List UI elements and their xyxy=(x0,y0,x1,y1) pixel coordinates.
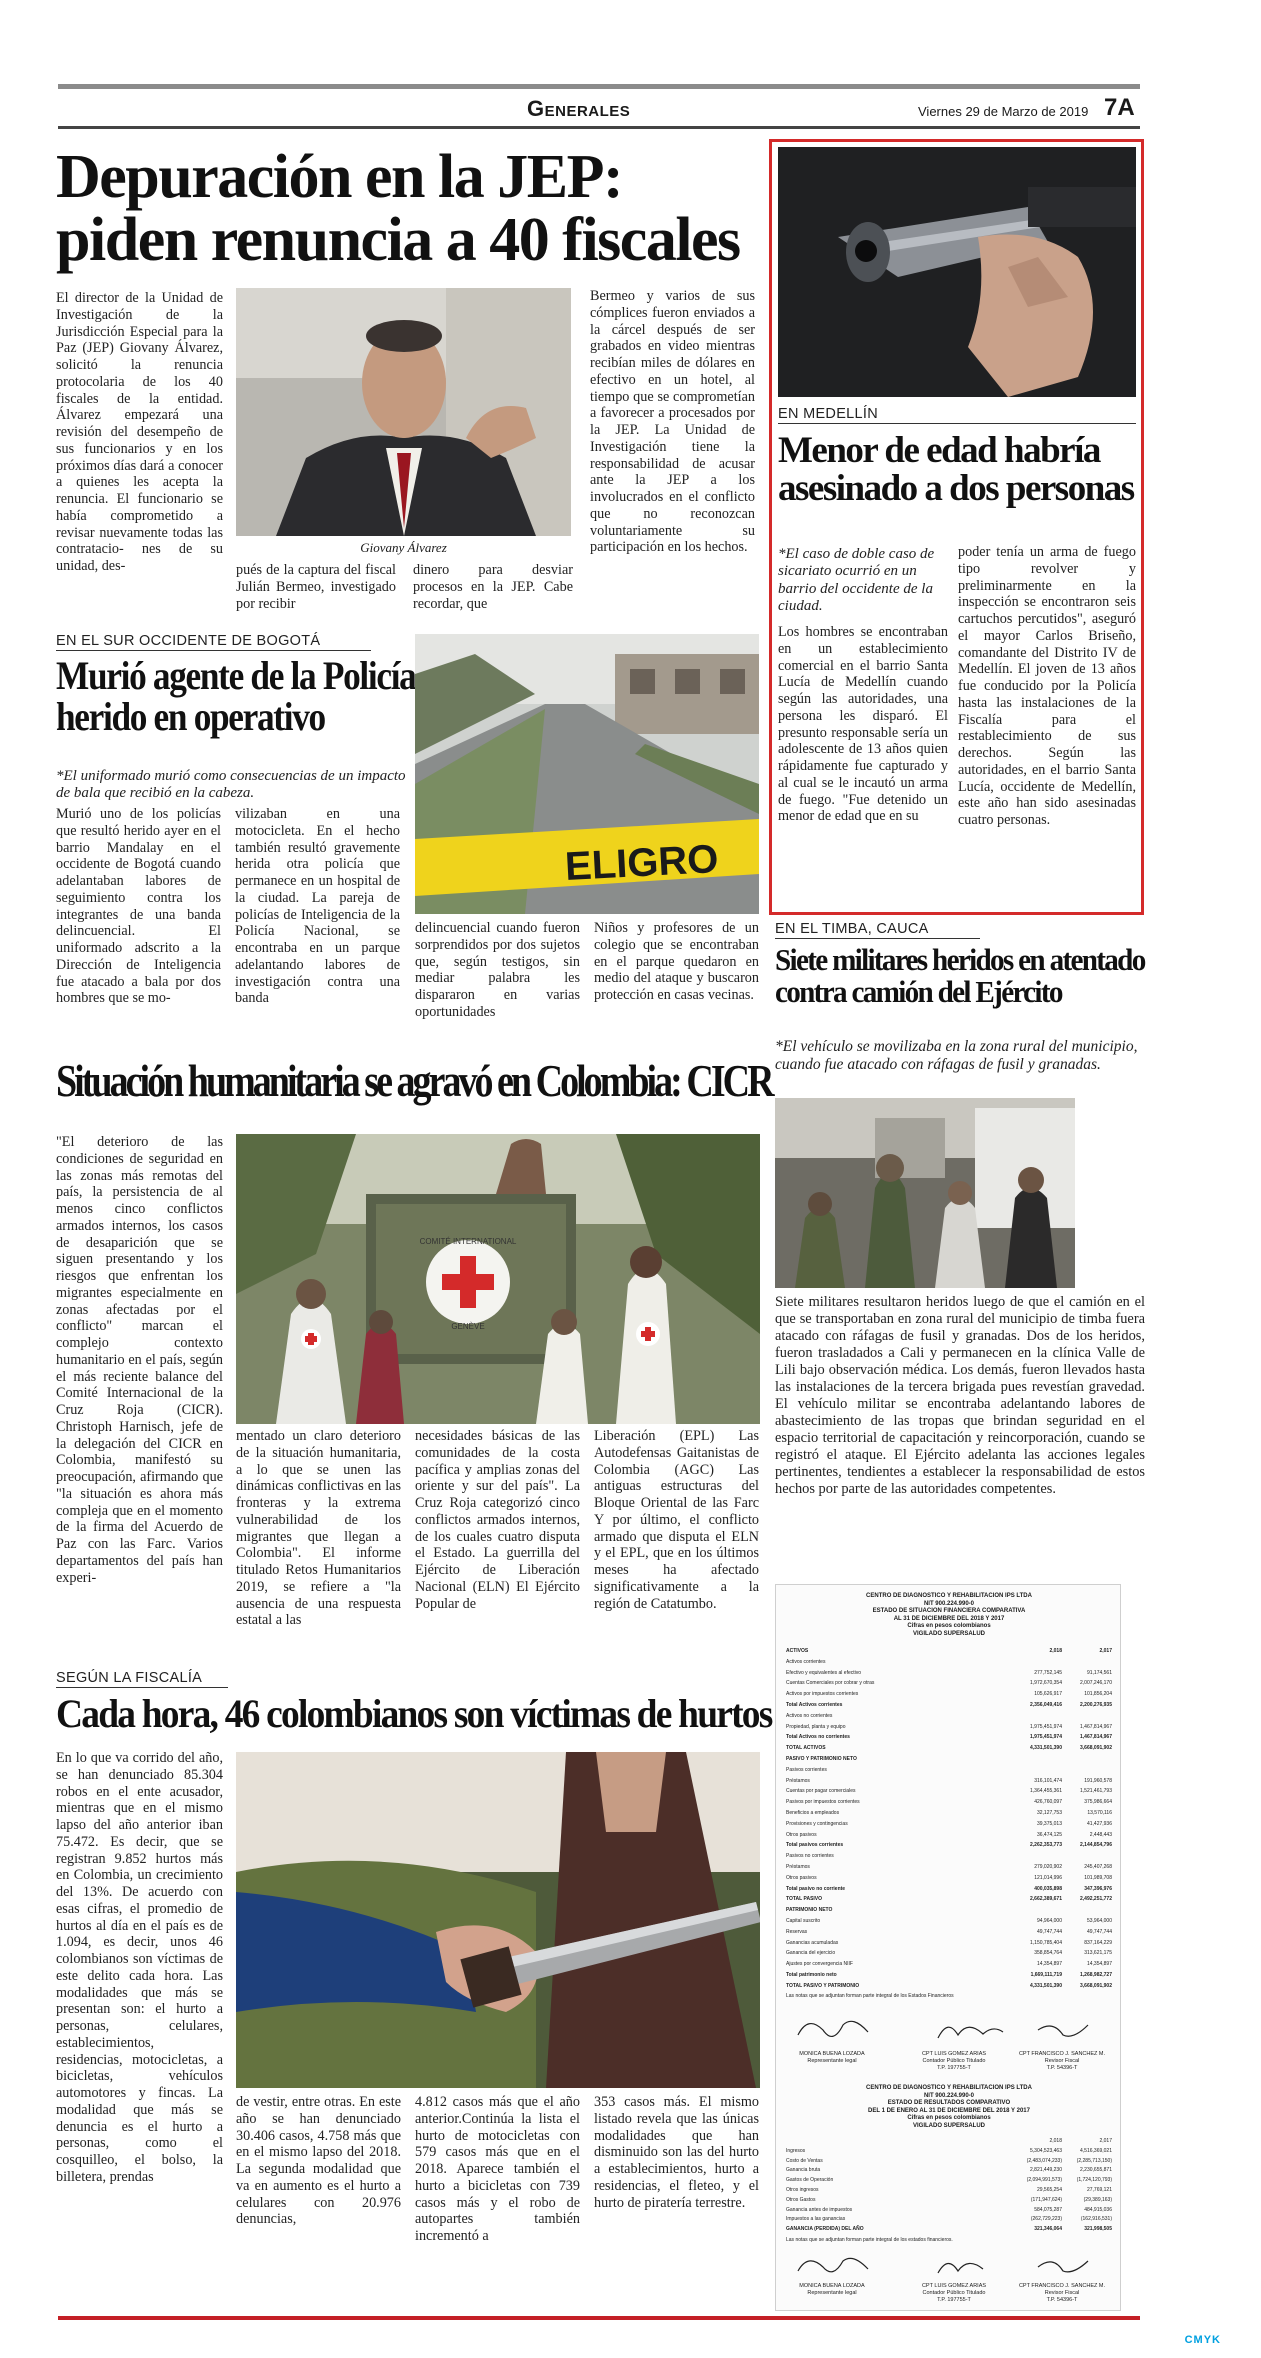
financial-value-2018: 316,101,474 xyxy=(1034,1777,1062,1784)
cicr-emblem-bottom: GENÈVE xyxy=(451,1322,485,1331)
income-statement-note: Las notas que se adjuntan forman parte integral de los estados financieros. xyxy=(786,2237,953,2243)
financial-row xyxy=(786,2166,1112,2175)
financial-value-2017: (2,285,713,150) xyxy=(1076,2157,1112,2164)
financial-value-2017: 101,856,204 xyxy=(1084,1691,1112,1698)
financial-value-2018: 2,356,049,416 xyxy=(1030,1702,1062,1708)
cicr-emblem-top: COMITÉ INTERNATIONAL xyxy=(419,1237,517,1246)
financial-row xyxy=(786,1939,1112,1948)
financial-row xyxy=(786,2176,1112,2185)
financial-row xyxy=(786,1755,1112,1764)
financial-value-2017: 13,570,116 xyxy=(1087,1810,1112,1816)
financial-value-2017: (162,916,531) xyxy=(1080,2216,1112,2223)
financial-value-2018: 94,964,000 xyxy=(1036,1918,1062,1924)
policia-col-1: Murió uno de los policías que resultó herido ayer en el barrio Mandalay en el occidente de Bogotá cuando adelantaban labores de seguimiento contra los integrantes de una banda delincuencial. El uniformado adscrito a la Dirección de Inteligencia fue atacado a bala por dos hombres que se mo- xyxy=(56,806,221,1007)
financial-row xyxy=(786,1895,1112,1904)
financial-row-label: Activos no corrientes xyxy=(786,1712,833,1719)
financial-value-2018: 1,972,670,354 xyxy=(1030,1680,1062,1687)
financial-value-2018: 584,075,287 xyxy=(1034,2206,1062,2213)
hurtos-col-3: 4.812 casos más que el año anterior.Continúa la lista el hurto de motocicletas con 579 casos más que en el 2018. Aparece también el hurto a bicicletas con 739 casos más y el robo de autopartes también incrementó a xyxy=(415,2094,580,2244)
signature-legal-rep-2: MONICA BUENA LOZADA Representante legal xyxy=(799,2283,865,2296)
financial-value-2017: 347,396,976 xyxy=(1084,1885,1112,1892)
jep-col-3: dinero para desviar procesos en la JEP. Cabe recordar, que xyxy=(413,562,573,612)
financial-row-label: Activos corrientes xyxy=(786,1658,826,1665)
financial-value-2017: 837,164,229 xyxy=(1084,1939,1112,1946)
header-underline xyxy=(58,126,1140,129)
policia-headline xyxy=(56,653,416,739)
financial-row-label: Propiedad, planta y equipo xyxy=(786,1723,846,1730)
financial-row-label: Ingresos xyxy=(786,2147,806,2154)
financial-value-2017: 1,467,814,967 xyxy=(1080,1723,1112,1730)
cicr-headline: Situación humanitaria se agravó en Colombia: CICR xyxy=(56,1055,772,1106)
financial-value-2018: 1,975,451,974 xyxy=(1030,1723,1062,1730)
financial-row-label: Cuentas Comerciales por cobrar y otras xyxy=(786,1680,875,1687)
financial-value-2018: 105,626,917 xyxy=(1034,1691,1062,1698)
medellin-headline-line2: asesinado a dos personas xyxy=(778,467,1134,509)
timba-headline-line2: contra camión del Ejército xyxy=(775,973,1062,1009)
financial-row-label: PASIVO Y PATRIMONIO NETO xyxy=(786,1756,857,1762)
hurtos-col-4: 353 casos más. El mismo listado revela que las únicas modalidades que han disminuido son las del hurto a establecimientos, hurto a residencias, el fleteo, y el hurto de piratería terrestre. xyxy=(594,2094,759,2211)
financial-row xyxy=(786,1766,1112,1775)
cicr-col-3: necesidades básicas de las comunidades de la costa pacífica y amplias zonas del oriente y sur del país". La Cruz Roja categorizó cinco conflictos armados internos, de los cuales cuatro disputa el Estado. La guerrilla del Ejército de Liberación Nacional (ELN) El Ejército Popular de xyxy=(415,1428,580,1612)
dateline: Viernes 29 de Marzo de 2019 xyxy=(918,104,1089,119)
financial-row xyxy=(786,2206,1112,2215)
financial-value-2017: 191,960,578 xyxy=(1084,1777,1112,1784)
financial-value-2018: 4,331,501,390 xyxy=(1030,1745,1062,1752)
financial-row xyxy=(786,1744,1112,1753)
signature-contador-2: CPT LUIS GOMEZ ARIAS Contador Público Titulado T.P. 197755-T xyxy=(921,2283,987,2303)
hurtos-headline: Cada hora, 46 colombianos son víctimas de hurtos xyxy=(56,1691,772,1736)
financial-row-label: TOTAL PASIVO Y PATRIMONIO xyxy=(786,1982,860,1989)
financial-row-label: Otros ingresos xyxy=(786,2187,819,2193)
bottom-rule xyxy=(58,2316,1140,2320)
financial-row xyxy=(786,1906,1112,1915)
financial-row-label: Total Activos corrientes xyxy=(786,1702,843,1708)
financial-row-label: Total Activos no corrientes xyxy=(786,1734,850,1741)
financial-value-2018: 2,018 xyxy=(1049,1648,1062,1654)
financial-row xyxy=(786,1679,1112,1688)
financial-row-label: Otros Gastos xyxy=(786,2196,816,2203)
cicr-col-4: Liberación (EPL) Las Autodefensas Gaitanistas de Colombia (AGC) Las antiguas estructuras del Bloque Oriental de las Farc Y por último, el conflicto armado que disputa el ELN y el EPL, que en los últimos meses ha afectado significativamente a la región de Catatumbo. xyxy=(594,1428,759,1612)
financial-row xyxy=(786,1658,1112,1667)
financial-row-label: Pasivos por impuestos corrientes xyxy=(786,1799,860,1806)
policia-col-3: delincuencial cuando fueron sorprendidos por dos sujetos que, según testigos, sin mediar palabra les dispararon en varias oportunidades xyxy=(415,920,580,1020)
jep-col-4: Bermeo y varios de sus cómplices fueron enviados a la cárcel después de ser grabados en video mientras recibían miles de dólares en efectivo en un hotel, al tiempo que se comprometían a favorecer a procesados por la JEP. La Unidad de Investigación tiene la responsabilidad de acusar ante la JEP a los involucrados en el conflicto que no reconozcan voluntariamente su participación en los hechos. xyxy=(590,288,755,556)
financial-value-2018: (171,947,624) xyxy=(1030,2196,1062,2203)
balance-sheet-note: Las notas que se adjuntan forman parte integral de los Estados Financieros xyxy=(786,1993,954,1999)
financial-value-2018: 29,565,254 xyxy=(1036,2187,1062,2193)
financial-row xyxy=(786,1863,1112,1872)
policia-col-2: vilizaban en una motocicleta. En el hecho también resultó gravemente herida otra policía que permanece en un hospital de la ciudad. La pareja de policías de Inteligencia de la Policía Nacional, se encontraba en un parque adelantando labores de investigación contra una banda xyxy=(235,806,400,1007)
financial-value-2017: 27,769,121 xyxy=(1086,2187,1112,2193)
policia-kicker: EN EL SUR OCCIDENTE DE BOGOTÁ xyxy=(56,633,371,651)
financial-row-label: Préstamos xyxy=(786,1864,810,1870)
financial-row-label: Otros pasivos xyxy=(786,1831,817,1838)
financial-row-label: Pasivos no corrientes xyxy=(786,1853,834,1860)
jep-headline-line1: Depuración en la JEP: xyxy=(56,143,623,211)
financial-value-2017: 313,621,175 xyxy=(1084,1950,1112,1957)
financial-row xyxy=(786,1809,1112,1818)
financial-row-label: TOTAL PASIVO xyxy=(786,1896,823,1903)
caution-tape-text: ELIGRO xyxy=(563,837,720,890)
timba-headline-line1: Siete militares heridos en atentado xyxy=(775,942,1145,977)
financial-statement-notice xyxy=(775,1584,1121,2311)
financial-row-label: Total pasivos corrientes xyxy=(786,1842,844,1849)
jep-photo-caption: Giovany Álvarez xyxy=(360,540,447,555)
financial-row xyxy=(786,2215,1112,2224)
financial-row xyxy=(786,1831,1112,1840)
cicr-photo-red-cross xyxy=(236,1134,760,1424)
financial-row-label: Ajustes por convergencia NIIF xyxy=(786,1961,853,1968)
financial-value-2018: 1,975,451,974 xyxy=(1030,1734,1062,1741)
hurtos-col-1: En lo que va corrido del año, se han denunciado 85.304 robos en el ente acusador, mientras que en el mismo lapso del año anterior iban 75.472. Es decir, que se registran 9.852 hurtos más en Colombia, un crecimiento del 13%. De acuerdo con esas cifras, el promedio de hurtos al día en el país es de 1.094, es decir, unos 46 colombianos son víctimas de este delito cada hora. Las modalidades que más se presentan son: el hurto a personas, celulares, establecimientos, residencias, motocicletas, a bicicletas, vehículos automotores y fincas. La modalidad que más se denuncia es el hurto a personas, como el cosquilleo, el bolso, la billetera, prendas xyxy=(56,1750,223,2185)
financial-row-label: GANANCIA (PERDIDA) DEL AÑO xyxy=(786,2226,864,2233)
financial-value-2018: 2,821,449,230 xyxy=(1030,2167,1062,2174)
financial-row-label: Reservas xyxy=(786,1928,808,1935)
timba-lead: *El vehículo se movilizaba en la zona rural del municipio, cuando fue atacado con ráfagas de fusil y granadas. xyxy=(775,1038,1138,1073)
financial-row xyxy=(786,2137,1112,2146)
financial-value-2018: 2,262,353,773 xyxy=(1030,1842,1062,1849)
financial-row xyxy=(786,1701,1112,1710)
jep-headline xyxy=(56,143,776,275)
financial-row-label: Otros pasivos xyxy=(786,1874,817,1881)
financial-row xyxy=(786,1690,1112,1699)
policia-col-4: Niños y profesores de un colegio que se encontraban en el parque quedaron en medio del ataque y buscaron protección en casas vecinas. xyxy=(594,920,759,1003)
financial-row-label: Costo de Ventas xyxy=(786,2157,823,2164)
financial-value-2017: 1,467,814,967 xyxy=(1080,1734,1112,1741)
income-statement-title: CENTRO DE DIAGNOSTICO Y REHABILITACION IPS LTDA NIT 900.224.990-0 ESTADO DE RESULTADOS COMPARATIVO DEL 1 DE ENERO AL 31 DE DICIEMBRE DEL 2018 Y 2017 Cifras en pesos colombianos VIGILADO SUPERSALUD xyxy=(866,2085,1032,2129)
timba-kicker: EN EL TIMBA, CAUCA xyxy=(775,921,980,939)
signature-marks-1 xyxy=(788,2010,1118,2052)
financial-value-2017: 53,964,000 xyxy=(1086,1918,1112,1924)
financial-value-2018: (2,094,991,573) xyxy=(1026,2177,1062,2184)
financial-value-2018: 36,474,125 xyxy=(1036,1831,1062,1838)
timba-headline xyxy=(775,942,1145,1009)
financial-row-label: Total patrimonio neto xyxy=(786,1972,837,1978)
financial-row xyxy=(786,1723,1112,1732)
financial-row-label: Pasivos corrientes xyxy=(786,1766,827,1773)
financial-row-label: Ganancia del ejercicio xyxy=(786,1950,836,1957)
financial-value-2018: 4,331,501,390 xyxy=(1030,1982,1062,1989)
financial-value-2017: (1,724,120,793) xyxy=(1076,2177,1112,2184)
cicr-col-2: mentado un claro deterioro de la situación humanitaria, a lo que se unen las dinámicas conflictivas en las fronteras y la extrema vulnerabilidad de los migrantes que llegan a Colombia". El informe titulado Retos Humanitarios 2019, se refiere a "la ausencia de una respuesta estatal a las xyxy=(236,1428,401,1629)
financial-value-2017: 1,268,982,727 xyxy=(1080,1972,1112,1978)
financial-row-label: Ganancia antes de impuestos xyxy=(786,2206,853,2213)
financial-value-2018: 32,127,753 xyxy=(1036,1810,1062,1816)
financial-row-label: Efectivo y equivalentes al efectivo xyxy=(786,1669,862,1676)
financial-value-2017: 2,017 xyxy=(1099,1648,1112,1654)
medellin-col-1: Los hombres se encontraban en un establecimiento comercial en el barrio Santa Lucía de Medellín cuando según las autoridades, una persona les disparó. El presunto responsable sería un adolescente de 13 años quien rápidamente fue capturado y al cual se le incautó un arma de fuego. "Fue detenido un menor de edad que en su xyxy=(778,624,948,825)
financial-value-2017: 41,427,936 xyxy=(1086,1820,1112,1827)
financial-value-2017: 2,200,276,935 xyxy=(1080,1702,1112,1708)
financial-row xyxy=(786,1852,1112,1861)
financial-row xyxy=(786,1798,1112,1807)
financial-row xyxy=(786,1820,1112,1829)
financial-value-2018: 2,018 xyxy=(1049,2138,1062,2144)
financial-row xyxy=(786,1787,1112,1796)
hurtos-kicker: SEGÚN LA FISCALÍA xyxy=(56,1670,228,1688)
jep-headline-line2: piden renuncia a 40 fiscales xyxy=(56,206,740,275)
financial-value-2017: 49,747,744 xyxy=(1086,1928,1112,1935)
jep-col-2: pués de la captura del fiscal Julián Bermeo, investigado por recibir xyxy=(236,562,396,612)
financial-value-2018: (262,729,223) xyxy=(1030,2216,1062,2223)
financial-value-2018: (2,483,074,233) xyxy=(1026,2157,1062,2164)
financial-value-2017: 2,230,655,871 xyxy=(1080,2167,1112,2174)
financial-value-2018: 14,354,897 xyxy=(1036,1961,1062,1968)
hurtos-col-2: de vestir, entre otras. En este año se han denunciado 30.406 casos, 4.758 más que en el mismo lapso del 2018. La segunda modalidad que va en aumento es el hurto a celulares con 20.976 denuncias, xyxy=(236,2094,401,2228)
policia-lead: *El uniformado murió como consecuencias de un impacto de bala que recibió en la cabeza. xyxy=(56,768,406,802)
financial-value-2018: 49,747,744 xyxy=(1036,1928,1062,1935)
financial-value-2018: 2,662,389,671 xyxy=(1030,1896,1062,1903)
hurtos-photo-knife xyxy=(236,1752,760,2088)
financial-value-2018: 321,346,064 xyxy=(1034,2226,1062,2233)
financial-row xyxy=(786,1982,1112,1991)
financial-row-label: Ganancia bruta xyxy=(786,2167,821,2174)
financial-row-label: ACTIVOS xyxy=(786,1648,809,1654)
financial-value-2017: (29,389,163) xyxy=(1083,2196,1112,2203)
timba-body: Siete militares resultaron heridos luego de que el camión en el que se transportaban en zona rural del municipio de timba fuera atacado con ráfagas de fusil y granadas. Dos de los heridos, fueron trasladados a Cali y permanecen en la clínica Valle de Lili bajo observación médica. Los demás, fueron llevados hasta las instalaciones de la tercera brigada pues revestían gravedad. El vehículo militar se encontraba adelantando labores de abastecimiento de las tropas que brindan seguridad en el espacio territorial de capacitación y reincorporación, cuando se registró el ataque. El Ejército adelanta las acciones legales pertinentes, tendientes a establecer la responsabilidad de estos hechos por parte de las autoridades competentes. xyxy=(775,1294,1145,1497)
financial-value-2018: 1,669,111,719 xyxy=(1030,1972,1062,1978)
financial-row xyxy=(786,1928,1112,1937)
policia-photo-crime-scene xyxy=(415,634,759,914)
financial-row xyxy=(786,2196,1112,2205)
policia-headline-line1: Murió agente de la Policía xyxy=(56,653,416,698)
page-number: 7A xyxy=(1104,94,1135,121)
financial-row xyxy=(786,1777,1112,1786)
financial-row-label: PATRIMONIO NETO xyxy=(786,1907,833,1914)
financial-value-2017: 484,915,036 xyxy=(1084,2206,1112,2213)
financial-value-2018: 1,364,455,361 xyxy=(1030,1788,1062,1795)
financial-row xyxy=(786,1733,1112,1742)
financial-row xyxy=(786,1647,1112,1656)
top-rule xyxy=(58,84,1140,89)
financial-value-2018: 279,020,902 xyxy=(1034,1864,1062,1870)
financial-row xyxy=(786,1885,1112,1894)
cicr-col-1: "El deterioro de las condiciones de seguridad en las zonas más remotas del país, la persistencia de al menos cinco conflictos armados internos, los casos de desaparición que se siguen presentando y los riesgos que enfrentan los migrantes especialmente en zonas afectadas por el conflicto" marcan el complejo contexto humanitario en el país, según el más reciente balance del Comité Internacional de la Cruz Roja (CICR). Christoph Harnisch, jefe de la delegación del CICR en Colombia, manifestó su preocupación, afirmando que "la situación es ahora más compleja que en el momento de la firma del Acuerdo de Paz con las Farc. Varios departamentos del país han experi- xyxy=(56,1134,223,1586)
financial-row-label: Impuestos a las ganancias xyxy=(786,2216,846,2223)
financial-value-2017: 3,668,091,902 xyxy=(1080,1982,1112,1989)
financial-value-2017: 2,492,251,772 xyxy=(1080,1896,1112,1903)
financial-row xyxy=(786,1874,1112,1883)
financial-row-label: Provisiones y contingencias xyxy=(786,1820,848,1827)
signature-revisor: CPT FRANCISCO J. SANCHEZ M. Revisor Fiscal T.P. 54396-T xyxy=(1018,2051,1106,2071)
financial-row xyxy=(786,1917,1112,1926)
financial-row-label: Activos por impuestos corrientes xyxy=(786,1691,859,1698)
financial-value-2018: 39,375,013 xyxy=(1036,1820,1062,1827)
financial-value-2017: 14,354,897 xyxy=(1086,1961,1112,1968)
jep-photo-giovany-alvarez xyxy=(236,288,571,536)
financial-value-2018: 426,760,097 xyxy=(1034,1799,1062,1806)
medellin-photo-gun xyxy=(778,147,1136,397)
financial-row-label: Beneficios a empleados xyxy=(786,1810,840,1816)
financial-row-label: Préstamos xyxy=(786,1777,810,1784)
financial-row xyxy=(786,2225,1112,2234)
financial-value-2017: 4,516,369,021 xyxy=(1080,2147,1112,2154)
financial-row-label: Total pasivo no corriente xyxy=(786,1885,846,1892)
balance-sheet-title: CENTRO DE DIAGNOSTICO Y REHABILITACION IPS LTDA NIT 900.224.990-0 ESTADO DE SITUACION FINANCIERA COMPARATIVA AL 31 DE DICIEMBRE DEL 2018 Y 2017 Cifras en pesos colombianos VIGILADO SUPERSALUD xyxy=(866,1593,1032,1637)
section-title: Generales xyxy=(527,96,631,121)
policia-headline-line2: herido en operativo xyxy=(56,693,325,739)
medellin-col-2: poder tenía un arma de fuego tipo revolver y preliminarmente en la inspección se encontraron seis cartuchos percutidos", aseguró el mayor Carlos Briseño, comandante del Distrito IV de Medellín. El joven de 13 años fue conducido por la Policía hasta las instalaciones de la Fiscalía para el restablecimiento de sus derechos. Según las autoridades, en el barrio Santa Lucía, occidente de Medellín, este año han sido asesinadas cuatro personas. xyxy=(958,544,1136,828)
signature-contador: CPT LUIS GOMEZ ARIAS Contador Público Titulado T.P. 197755-T xyxy=(921,2051,987,2071)
financial-value-2017: 321,998,505 xyxy=(1084,2226,1112,2233)
financial-value-2018: 1,150,785,404 xyxy=(1030,1939,1062,1946)
financial-value-2017: 1,521,461,793 xyxy=(1080,1788,1112,1795)
financial-value-2018: 5,304,523,463 xyxy=(1030,2147,1062,2154)
financial-value-2018: 400,035,898 xyxy=(1034,1885,1062,1892)
financial-value-2017: 375,986,664 xyxy=(1084,1799,1112,1806)
medellin-lead: *El caso de doble caso de sicariato ocurrió en un barrio del occidente de la ciudad. xyxy=(778,546,935,614)
financial-row-label: Gastos de Operación xyxy=(786,2177,834,2184)
financial-row xyxy=(786,1841,1112,1850)
financial-value-2017: 91,174,561 xyxy=(1086,1669,1112,1676)
financial-value-2018: 121,014,996 xyxy=(1034,1874,1062,1881)
signature-marks-2 xyxy=(788,2249,1118,2283)
financial-row xyxy=(786,1960,1112,1969)
signature-revisor-2: CPT FRANCISCO J. SANCHEZ M. Revisor Fiscal T.P. 54396-T xyxy=(1018,2283,1106,2303)
medellin-headline xyxy=(778,432,1138,507)
financial-row xyxy=(786,1949,1112,1958)
financial-value-2018: 277,752,145 xyxy=(1034,1669,1062,1676)
financial-row xyxy=(786,1971,1112,1980)
financial-value-2018: 358,854,764 xyxy=(1034,1950,1062,1957)
financial-row-label: TOTAL ACTIVOS xyxy=(786,1745,826,1752)
medellin-headline-line1: Menor de edad habría xyxy=(778,430,1100,471)
financial-value-2017: 245,407,268 xyxy=(1084,1864,1112,1870)
financial-row xyxy=(786,2147,1112,2156)
financial-row-label: Cuentas por pagar comerciales xyxy=(786,1788,856,1795)
financial-value-2017: 2,017 xyxy=(1099,2138,1112,2144)
financial-row xyxy=(786,1669,1112,1678)
medellin-kicker: EN MEDELLÍN xyxy=(778,406,1136,424)
financial-row xyxy=(786,2157,1112,2166)
jep-col-1: El director de la Unidad de Investigación de la Jurisdicción Especial para la Paz (JEP) Giovany Álvarez, solicitó la renuncia protocolaria de los 40 fiscales de la entidad. Álvarez empezará una revisión del desempeño de sus funcionarios y en los próximos días dará a conocer a quienes les acepta la renuncia. El funcionario se había comprometido a revisar nuevamente todas las contratacio- nes de su unidad, des- xyxy=(56,290,223,574)
financial-row-label: Capital suscrito xyxy=(786,1918,821,1924)
signature-legal-rep: MONICA BUENA LOZADA Representante legal xyxy=(799,2051,865,2064)
timba-photo-soldiers xyxy=(775,1098,1075,1288)
financial-value-2017: 2,144,854,796 xyxy=(1080,1842,1112,1849)
financial-row xyxy=(786,2186,1112,2195)
financial-value-2017: 101,989,708 xyxy=(1084,1874,1112,1881)
financial-value-2017: 2,448,443 xyxy=(1089,1831,1112,1838)
financial-value-2017: 2,007,246,170 xyxy=(1080,1680,1112,1687)
financial-value-2017: 3,668,091,902 xyxy=(1080,1745,1112,1752)
financial-row xyxy=(786,1712,1112,1721)
cmyk-registration-mark: CMYK xyxy=(1184,2334,1221,2346)
financial-row-label: Ganancias acumuladas xyxy=(786,1939,839,1946)
